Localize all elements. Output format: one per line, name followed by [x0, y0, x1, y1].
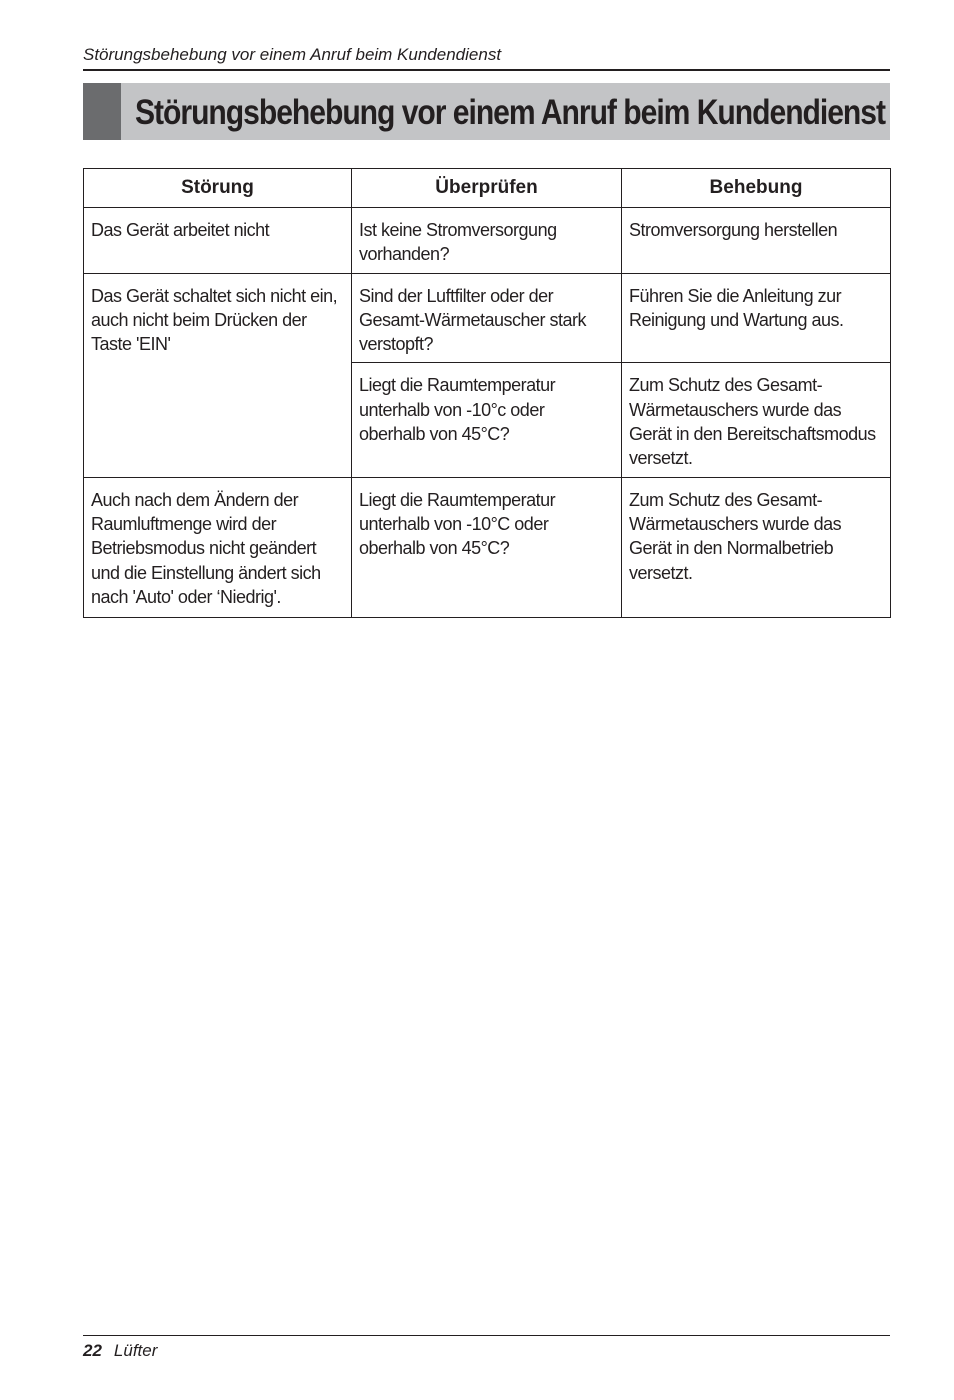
check-cell: Ist keine Stromversorgung vorhanden? — [352, 208, 622, 274]
check-cell: Liegt die Raumtemperatur unterhalb von -10°C oder oberhalb von 45°C? — [352, 477, 622, 617]
table-row — [84, 477, 891, 617]
troubleshooting-table — [83, 168, 891, 618]
page-number: 22 — [83, 1341, 102, 1360]
problem-cell: Auch nach dem Ändern der Raumluftmenge wird der Betriebsmodus nicht geändert und die Einstellung ändert sich nach 'Auto' oder ‘Niedrig'. — [84, 477, 352, 617]
problem-cell: Das Gerät arbeitet nicht — [84, 208, 352, 274]
footer-section: Lüfter — [113, 1341, 158, 1360]
header-divider — [83, 69, 890, 71]
column-header-check: Überprüfen — [352, 169, 622, 208]
remedy-cell: Zum Schutz des Gesamt-Wärmetauschers wurde das Gerät in den Bereitschaftsmodus versetzt. — [622, 363, 891, 477]
remedy-cell: Stromversorgung herstellen — [622, 208, 891, 274]
column-header-remedy: Behebung — [622, 169, 891, 208]
table-header-row — [84, 169, 891, 208]
check-cell: Liegt die Raumtemperatur unterhalb von -10°c oder oberhalb von 45°C? — [352, 363, 622, 477]
table-row — [84, 208, 891, 274]
remedy-cell: Zum Schutz des Gesamt-Wärmetauschers wurde das Gerät in den Normalbetrieb versetzt. — [622, 477, 891, 617]
problem-cell: Das Gerät schaltet sich nicht ein, auch nicht beim Drücken der Taste 'EIN' — [84, 273, 352, 477]
page-footer — [83, 1340, 157, 1362]
title-marker — [83, 83, 121, 140]
column-header-problem: Störung — [84, 169, 352, 208]
title-bar — [83, 83, 890, 140]
check-cell: Sind der Luftfilter oder der Gesamt-Wärmetauscher stark verstopft? — [352, 273, 622, 363]
remedy-cell: Führen Sie die Anleitung zur Reinigung und Wartung aus. — [622, 273, 891, 363]
footer-divider — [83, 1335, 890, 1336]
table-row — [84, 273, 891, 363]
running-header: Störungsbehebung vor einem Anruf beim Kundendienst — [83, 45, 502, 64]
page-title: Störungsbehebung vor einem Anruf beim Kundendienst — [135, 93, 886, 132]
